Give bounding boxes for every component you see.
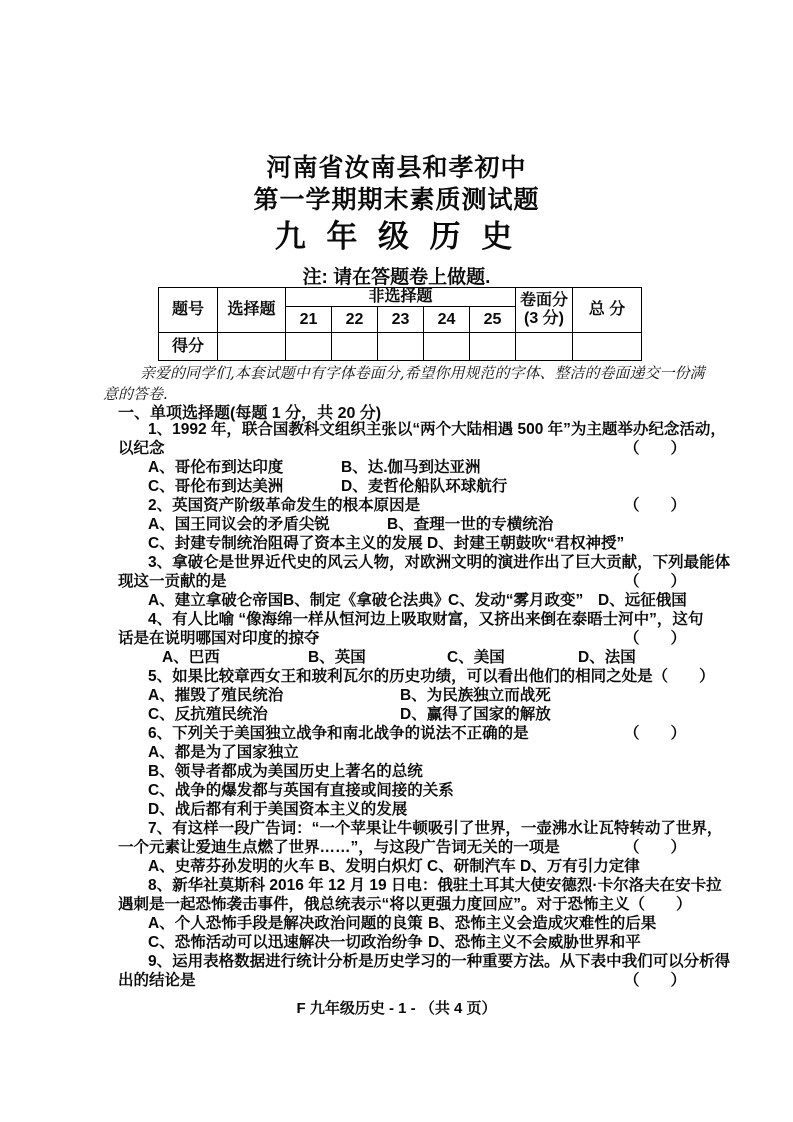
question-4-line-2: 话是在说明哪国对印度的掠夺 （ ） — [118, 630, 686, 647]
question-5-line: 5、如果比较章西女王和玻利瓦尔的历史功绩，可以看出他们的相同之处是 （ ） — [148, 668, 715, 685]
question-7-options: A、史蒂芬孙发明的火车 B、发明白炽灯 C、研制汽车 D、万有引力定律 — [148, 858, 640, 875]
option-b: B、制定《拿破仑法典》 — [283, 592, 450, 609]
section-heading: 一、单项选择题(每题 1 分，共 20 分) — [118, 405, 382, 422]
option-a: A、建立拿破仑帝国 — [148, 592, 284, 609]
question-6-option-a: A、都是为了国家独立 — [148, 744, 299, 761]
option-d: D、赢得了国家的解放 — [400, 706, 551, 723]
answer-paren: （ ） — [623, 972, 686, 989]
answer-paren: （ ） — [623, 440, 686, 457]
option-b: B、英国 — [308, 649, 366, 666]
question-7-line-1: 7、有这样一段广告词：“一个苹果让牛顿吸引了世界，一壶沸水让瓦特转动了世界， — [148, 820, 723, 837]
score-cell-paper — [516, 333, 573, 361]
option-b: B、为民族独立而战死 — [400, 687, 551, 704]
question-2-options-ab — [118, 515, 686, 534]
answer-paren: （ ） — [623, 573, 686, 590]
option-c: C、恐怖活动可以迅速解决一切政治纷争 — [148, 934, 423, 951]
option-d: D、远征俄国 — [598, 592, 687, 609]
answer-paren: （ ） — [623, 630, 686, 647]
question-4-line-1: 4、有人比喻 “像海绵一样从恒河边上吸取财富，又挤出来倒在泰晤士河中”，这句 — [148, 611, 704, 628]
score-table — [158, 287, 642, 361]
option-c: C、美国 — [447, 649, 505, 666]
question-3-line-2: 现这一贡献的是 （ ） — [118, 573, 686, 590]
question-3-line-1: 3、拿破仑是世界近代史的风云人物，对欧洲文明的演进作出了巨大贡献，下列最能体 — [148, 554, 731, 571]
question-1-line-1: 1、1992 年，联合国教科文组织主张以“两个大陆相遇 500 年”为主题举办纪念活动， — [148, 421, 726, 438]
score-table-subcol-22: 22 — [332, 307, 378, 333]
answer-paren: （ ） — [623, 497, 686, 514]
option-b: B、达.伽马到达亚洲 — [341, 459, 481, 476]
notice-line-2: 意的答卷. — [103, 385, 168, 403]
paper-score-line1: 卷面分 — [519, 292, 568, 310]
score-cell-25 — [470, 333, 516, 361]
question-9-line-2: 出的结论是 （ ） — [118, 972, 686, 989]
question-3-options — [118, 591, 686, 610]
paper-score-line2: (3 分) — [523, 310, 564, 327]
page-title-subject: 九 年 级 历 史 — [274, 219, 519, 254]
page-title-school: 河南省汝南县和孝初中 — [266, 154, 527, 182]
page-footer: F 九年级历史 - 1 - （共 4 页） — [296, 1000, 497, 1017]
option-a: A、个人恐怖手段是解决政治问题的良策 — [148, 915, 423, 932]
score-table-subcol-24: 24 — [424, 307, 470, 333]
score-table-subcol-23: 23 — [378, 307, 424, 333]
exam-instruction: 注: 请在答题卷上做题. — [302, 267, 491, 288]
answer-paren: （ ） — [629, 896, 692, 913]
option-a: A、哥伦布到达印度 — [148, 459, 284, 476]
option-c: C、发动“雾月政变” — [448, 592, 584, 609]
question-5-options-ab — [118, 686, 686, 705]
question-8-options-ab — [118, 914, 686, 933]
option-b: B、恐怖主义会造成灾难性的后果 — [428, 915, 657, 932]
question-6-option-c: C、战争的爆发都与英国有直接或间接的关系 — [148, 782, 454, 799]
score-table-subcol-25: 25 — [470, 307, 516, 333]
score-table-total-header: 总 分 — [573, 288, 642, 333]
question-7-line-2: 一个元素让爱迪生点燃了世界……”，与这段广告词无关的一项是 （ ） — [118, 839, 686, 856]
score-cell-23 — [378, 333, 424, 361]
answer-paren: （ ） — [652, 668, 715, 685]
score-table-nonchoice-header: 非选择题 — [286, 288, 516, 307]
option-d: D、恐怖主义不会威胁世界和平 — [428, 934, 641, 951]
question-5-options-cd — [118, 705, 686, 724]
question-6-option-b: B、领导者都成为美国历史上著名的总统 — [148, 763, 423, 780]
question-6-line: 6、下列关于美国独立战争和南北战争的说法不正确的是 （ ） — [148, 725, 686, 742]
score-cell-choice — [218, 333, 286, 361]
question-6-option-d: D、战后都有利于美国资本主义的发展 — [148, 801, 408, 818]
question-1-line-2: 以纪念 （ ） — [118, 440, 686, 457]
score-cell-24 — [424, 333, 470, 361]
option-c: C、哥伦布到达美洲 — [148, 478, 284, 495]
option-a: A、巴西 — [162, 649, 220, 666]
option-c: C、反抗殖民统治 — [148, 706, 268, 723]
question-8-options-cd — [118, 933, 686, 952]
question-8-line-1: 8、新华社莫斯科 2016 年 12 月 19 日电：俄驻土耳其大使安德烈·卡尔洛夫在安卡拉 — [148, 877, 722, 894]
notice-line-1: 亲爱的同学们,本套试题中有字体卷面分,希望你用规范的字体、整洁的卷面递交一份满 — [140, 364, 705, 382]
answer-paren: （ ） — [623, 725, 686, 742]
score-table-subcol-21: 21 — [286, 307, 332, 333]
option-a: A、国王同议会的矛盾尖锐 — [148, 516, 330, 533]
question-9-line-1: 9、运用表格数据进行统计分析是历史学习的一种重要方法。从下表中我们可以分析得 — [148, 953, 731, 970]
option-a: A、摧毁了殖民统治 — [148, 687, 284, 704]
question-2-options-cd: C、封建专制统治阻碍了资本主义的发展 D、封建王朝鼓吹“君权神授” — [148, 535, 625, 552]
score-cell-21 — [286, 333, 332, 361]
answer-paren: （ ） — [623, 839, 686, 856]
option-d: D、麦哲伦船队环球航行 — [341, 478, 508, 495]
questions-block — [118, 420, 731, 990]
option-d: D、法国 — [578, 649, 636, 666]
question-4-options — [118, 648, 686, 667]
question-2-line: 2、英国资产阶级革命发生的根本原因是 （ ） — [148, 497, 686, 514]
question-1-options-ab — [118, 458, 686, 477]
question-1-options-cd — [118, 477, 686, 496]
score-cell-total — [573, 333, 642, 361]
score-table-paper-header — [516, 288, 573, 333]
score-table-choice-header: 选择题 — [218, 288, 286, 333]
score-table-qnum-header: 题号 — [159, 288, 218, 333]
page-title-exam: 第一学期期末素质测试题 — [253, 186, 540, 214]
question-8-line-2: 遇刺是一起恐怖袭击事件，俄总统表示“将以更强力度回应”。对于恐怖主义 （ ） — [118, 896, 692, 913]
option-b: B、查理一世的专横统治 — [387, 516, 554, 533]
score-table-score-label: 得分 — [159, 333, 218, 361]
score-cell-22 — [332, 333, 378, 361]
